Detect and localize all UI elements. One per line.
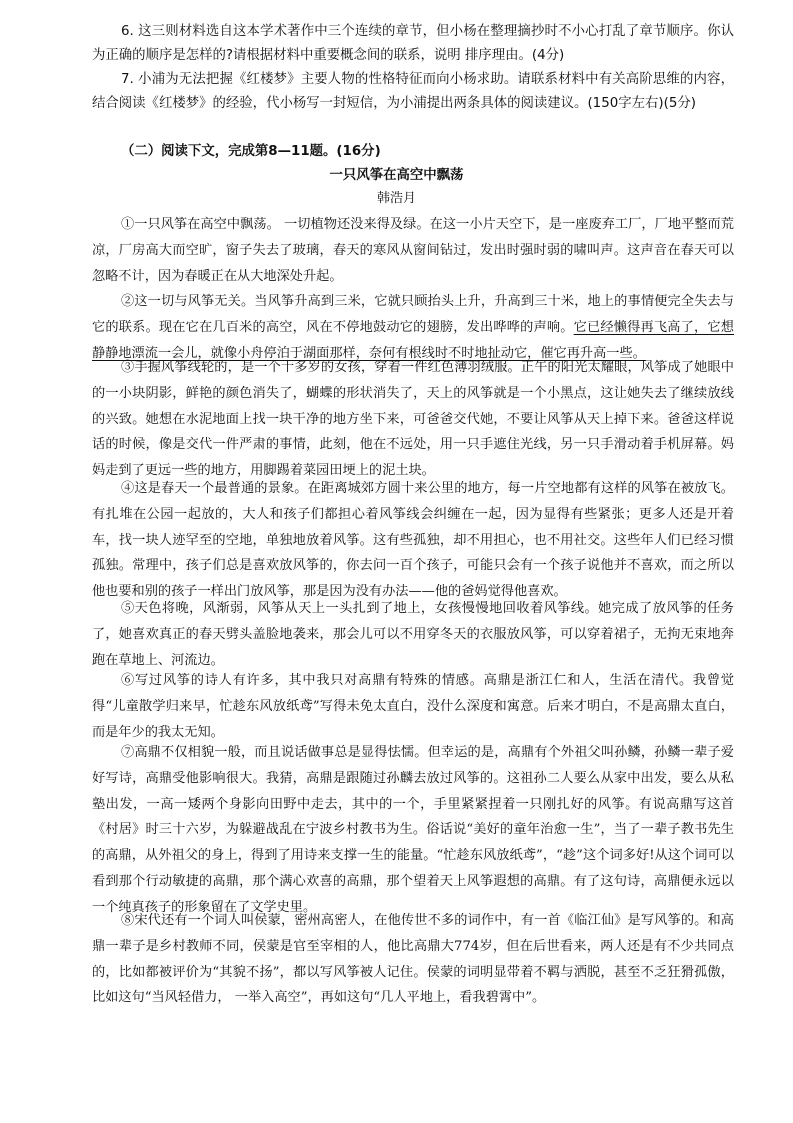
- article-author: 韩浩月: [376, 191, 416, 206]
- article-title: 一只风筝在高空中飘荡: [329, 168, 464, 183]
- section-heading: （二）阅读下文，完成第8—11题。(16分): [121, 144, 381, 159]
- question-6: 6. 这三则材料选自这本学术著作中三个连续的章节，但小杨在整理摘抄时不小心打乱了章节顺序。你认为正确的顺序是怎样的?请根据材料中重要概念间的联系，说明 排序理由。(4分): [92, 24, 734, 63]
- underlined-sentence: 它已经懒得再飞高了，它想静静地漂流一会儿，就像小舟停泊于湖面那样，奈何有根线时不时地扯动它，催它再升高一些。: [92, 319, 734, 361]
- paragraph-2-text: ②这一切与风筝无关。当风筝升高到三米，它就只顾抬头上升，升高到三十米，地上的事情便完全失去与它的联系。现在它在几百米的高空，风在不停地鼓动它的翅膀，发出哗哗的声响。: [92, 294, 734, 335]
- paragraph-4: ④这是春天一个最普通的景象。在距离城郊方圆十来公里的地方，每一片空地都有这样的风筝在被放飞。有扎堆在公园一起放的，大人和孩子们都担心着风筝线会纠缠在一起，因为显得有些紧张；更多人还是开着车，找一块人迹罕至的空地，单独地放着风筝。这有些孤独，却不用担心，也不用社交。这些年人们已经习惯孤独。常理中，孩子们总是喜欢放风筝的，你去问一百个孩子，可能只会有一个孩子说他并不喜欢，而之所以他也要和别的孩子一样出门放风筝，那是因为没有办法——他的爸妈觉得他喜欢。: [92, 481, 734, 600]
- paragraph-1: ①一只风筝在高空中飘荡。 一切植物还没来得及绿。在这一小片天空下，是一座废弃工厂，厂地平整而荒凉，厂房高大而空旷，窗子失去了玻璃，春天的寒风从窗间钻过，发出时强时弱的啸叫声。这声音在春天可以忽略不计，因为春暖正在从大地深处升起。: [92, 217, 734, 284]
- paragraph-6: ⑥写过风筝的诗人有许多，其中我只对高鼎有特殊的情感。高鼎是浙江仁和人，生活在清代。我曾觉得“儿童散学归来早，忙趁东风放纸鸢”写得未免太直白，没什么深度和寓意。后来才明白，不是高鼎太直白，而是年少的我太无知。: [92, 673, 734, 740]
- paragraph-3: ③手握风筝线轮的，是一个十多岁的女孩，穿着一件红色薄羽绒服。正午的阳光太耀眼，风筝成了她眼中的一小块阴影，鲜艳的颜色消失了，蝴蝶的形状消失了，天上的风筝就是一个小黑点，这让她失去了继续放线的兴致。她想在水泥地面上找一块干净的地方坐下来，可爸爸交代她，不要让风筝从天上掉下来。爸爸这样说话的时候，像是交代一件严肃的事情，此刻，他在不远处，用一只手遮住光线，另一只手滑动着手机屏幕。妈妈走到了更远一些的地方，用脚踢着菜园田埂上的泥土块。: [92, 360, 734, 479]
- question-7: 7. 小浦为无法把握《红楼梦》主要人物的性格特征而向小杨求助。请联系材料中有关高阶思维的内容，结合阅读《红楼梦》的经验，代小杨写一封短信，为小浦提出两条具体的阅读建议。(150字左右)(5分): [92, 72, 734, 111]
- paragraph-5: ⑤天色将晚，风渐弱，风筝从天上一头扎到了地上，女孩慢慢地回收着风筝线。她完成了放风筝的任务了，她喜欢真正的春天劈头盖脸地袭来，那会儿可以不用穿冬天的衣服放风筝，可以穿着裙子，无拘无束地奔跑在草地上、河流边。: [92, 601, 734, 668]
- paragraph-8: ⑧宋代还有一个词人叫侯蒙，密州高密人，在他传世不多的词作中，有一首《临江仙》是写风筝的。和高鼎一辈子是乡村教师不同，侯蒙是官至宰相的人，他比高鼎大774岁，但在后世看来，两人还是有不少共同点的，比如都被评价为“其貌不扬”，都以写风筝被人记住。侯蒙的词明显带着不羁与洒脱，甚至不乏狂猾孤傲，比如这句“当风轻借力， 一举入高空”，再如这句“几人平地上，看我碧霄中”。: [92, 913, 734, 1006]
- paragraph-7: ⑦高鼎不仅相貌一般，而且说话做事总是显得怯懦。但幸运的是，高鼎有个外祖父叫孙鳞，孙鳞一辈子爱好写诗，高鼎受他影响很大。我猜，高鼎是跟随过孙麟去放过风筝的。这祖孙二人要么从家中出发，要么从私塾出发，一高一矮两个身影向田野中走去，其中的一个，手里紧紧捏着一只刚扎好的风筝。有说高鼎写这首《村居》时三十六岁，为躲避战乱在宁波乡村教书为生。俗话说“美好的童年治愈一生”，当了一辈子教书先生的高鼎，从外祖父的身上，得到了用诗来支撑一生的能量。“忙趁东风放纸鸢”，“趁”这个词多好!从这个词可以看到那个行动敏捷的高鼎，那个满心欢喜的高鼎，那个望着天上风筝遐想的高鼎。有了这句诗，高鼎便永远以一个纯真孩子的形象留在了文学史里。: [92, 745, 734, 915]
